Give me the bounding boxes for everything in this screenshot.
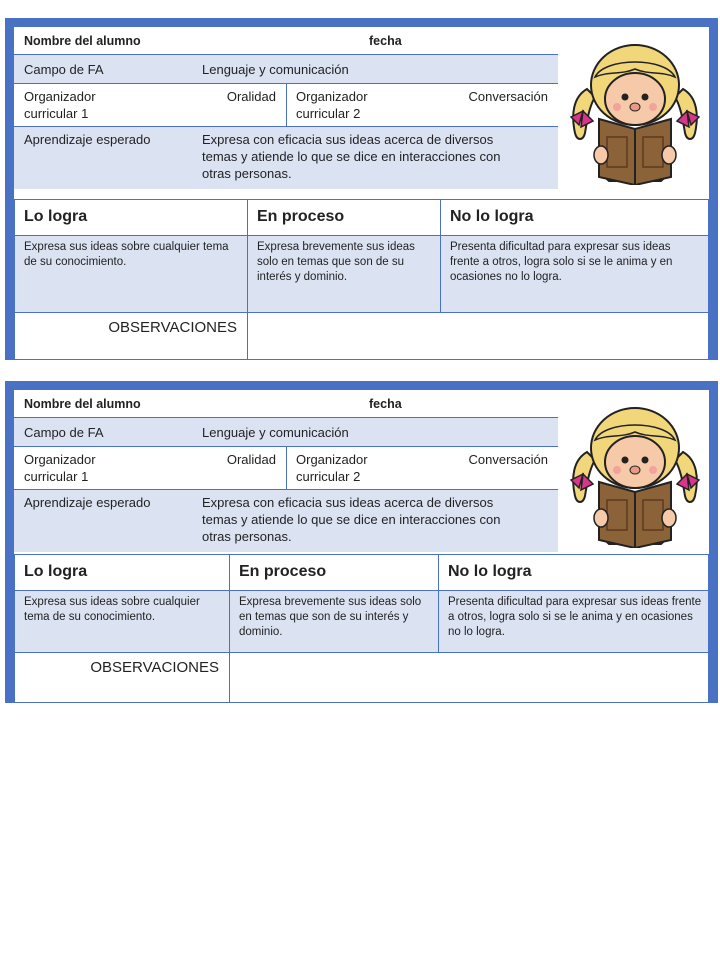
- level-desc-lo-logra: Expresa sus ideas sobre cualquier tema de su conocimiento.: [14, 590, 230, 653]
- rubric-grid: [14, 554, 709, 703]
- student-row: [14, 390, 558, 418]
- aprendizaje-row: [14, 127, 558, 189]
- campo-value: Lenguaje y comunicación: [202, 62, 349, 77]
- observaciones-field[interactable]: [229, 652, 709, 703]
- date-label: fecha: [369, 34, 402, 48]
- organizador-1-label: Organizador: [24, 89, 96, 104]
- aprendizaje-label: Aprendizaje esperado: [24, 132, 151, 147]
- observaciones-label: OBSERVACIONES: [14, 312, 248, 360]
- level-title-en-proceso: En proceso: [229, 554, 439, 591]
- organizador-1-cell: [14, 84, 286, 126]
- campo-value: Lenguaje y comunicación: [202, 425, 349, 440]
- organizador-1-cell: [14, 447, 286, 489]
- date-label: fecha: [369, 397, 402, 411]
- level-desc-no-lo-logra: Presenta dificultad para expresar sus ideas frente a otros, logra solo si se le anima y en ocasiones no lo logra.: [440, 235, 709, 313]
- rubric-card-1: [5, 18, 718, 360]
- observaciones-field[interactable]: [247, 312, 709, 360]
- level-title-no-lo-logra: No lo logra: [438, 554, 709, 591]
- girl-reading-icon: [565, 37, 705, 185]
- organizador-2-label-cont: curricular 2: [296, 469, 361, 484]
- student-name-label: Nombre del alumno: [24, 397, 141, 411]
- organizador-2-label: Organizador: [296, 89, 368, 104]
- aprendizaje-row: [14, 490, 558, 552]
- level-desc-lo-logra: Expresa sus ideas sobre cualquier tema de su conocimiento.: [14, 235, 248, 313]
- campo-label: Campo de FA: [24, 62, 104, 77]
- rubric-card-body: [14, 390, 709, 694]
- organizador-2-label: Organizador: [296, 452, 368, 467]
- level-title-en-proceso: En proceso: [247, 199, 441, 236]
- level-title-lo-logra: Lo logra: [14, 554, 230, 591]
- level-desc-no-lo-logra: Presenta dificultad para expresar sus ideas frente a otros, logra solo si se le anima y en ocasiones no lo logra.: [438, 590, 709, 653]
- student-row: [14, 27, 558, 55]
- organizador-2-label-cont: curricular 2: [296, 106, 361, 121]
- aprendizaje-value: Expresa con eficacia sus ideas acerca de diversos temas y atiende lo que se dice en interacciones con otras personas.: [202, 132, 501, 181]
- rubric-grid: [14, 199, 709, 360]
- organizador-row: [14, 84, 558, 127]
- organizador-1-label: Organizador: [24, 452, 96, 467]
- level-title-no-lo-logra: No lo logra: [440, 199, 709, 236]
- organizador-1-value: Oralidad: [226, 89, 276, 104]
- aprendizaje-label: Aprendizaje esperado: [24, 495, 151, 510]
- organizador-2-value: Conversación: [468, 452, 548, 467]
- campo-label: Campo de FA: [24, 425, 104, 440]
- organizador-row: [14, 447, 558, 490]
- level-title-lo-logra: Lo logra: [14, 199, 248, 236]
- organizador-2-cell: [286, 447, 558, 489]
- organizador-2-value: Conversación: [468, 89, 548, 104]
- organizador-1-label-cont: curricular 1: [24, 469, 89, 484]
- organizador-1-label-cont: curricular 1: [24, 106, 89, 121]
- organizador-1-value: Oralidad: [226, 452, 276, 467]
- rubric-card-2: [5, 381, 718, 703]
- rubric-card-body: [14, 27, 709, 351]
- campo-row: [14, 418, 558, 447]
- campo-row: [14, 55, 558, 84]
- organizador-2-cell: [286, 84, 558, 126]
- girl-reading-icon: [565, 400, 705, 548]
- aprendizaje-value: Expresa con eficacia sus ideas acerca de diversos temas y atiende lo que se dice en interacciones con otras personas.: [202, 495, 501, 544]
- observaciones-label: OBSERVACIONES: [14, 652, 230, 703]
- student-name-label: Nombre del alumno: [24, 34, 141, 48]
- level-desc-en-proceso: Expresa brevemente sus ideas solo en temas que son de su interés y dominio.: [229, 590, 439, 653]
- level-desc-en-proceso: Expresa brevemente sus ideas solo en temas que son de su interés y dominio.: [247, 235, 441, 313]
